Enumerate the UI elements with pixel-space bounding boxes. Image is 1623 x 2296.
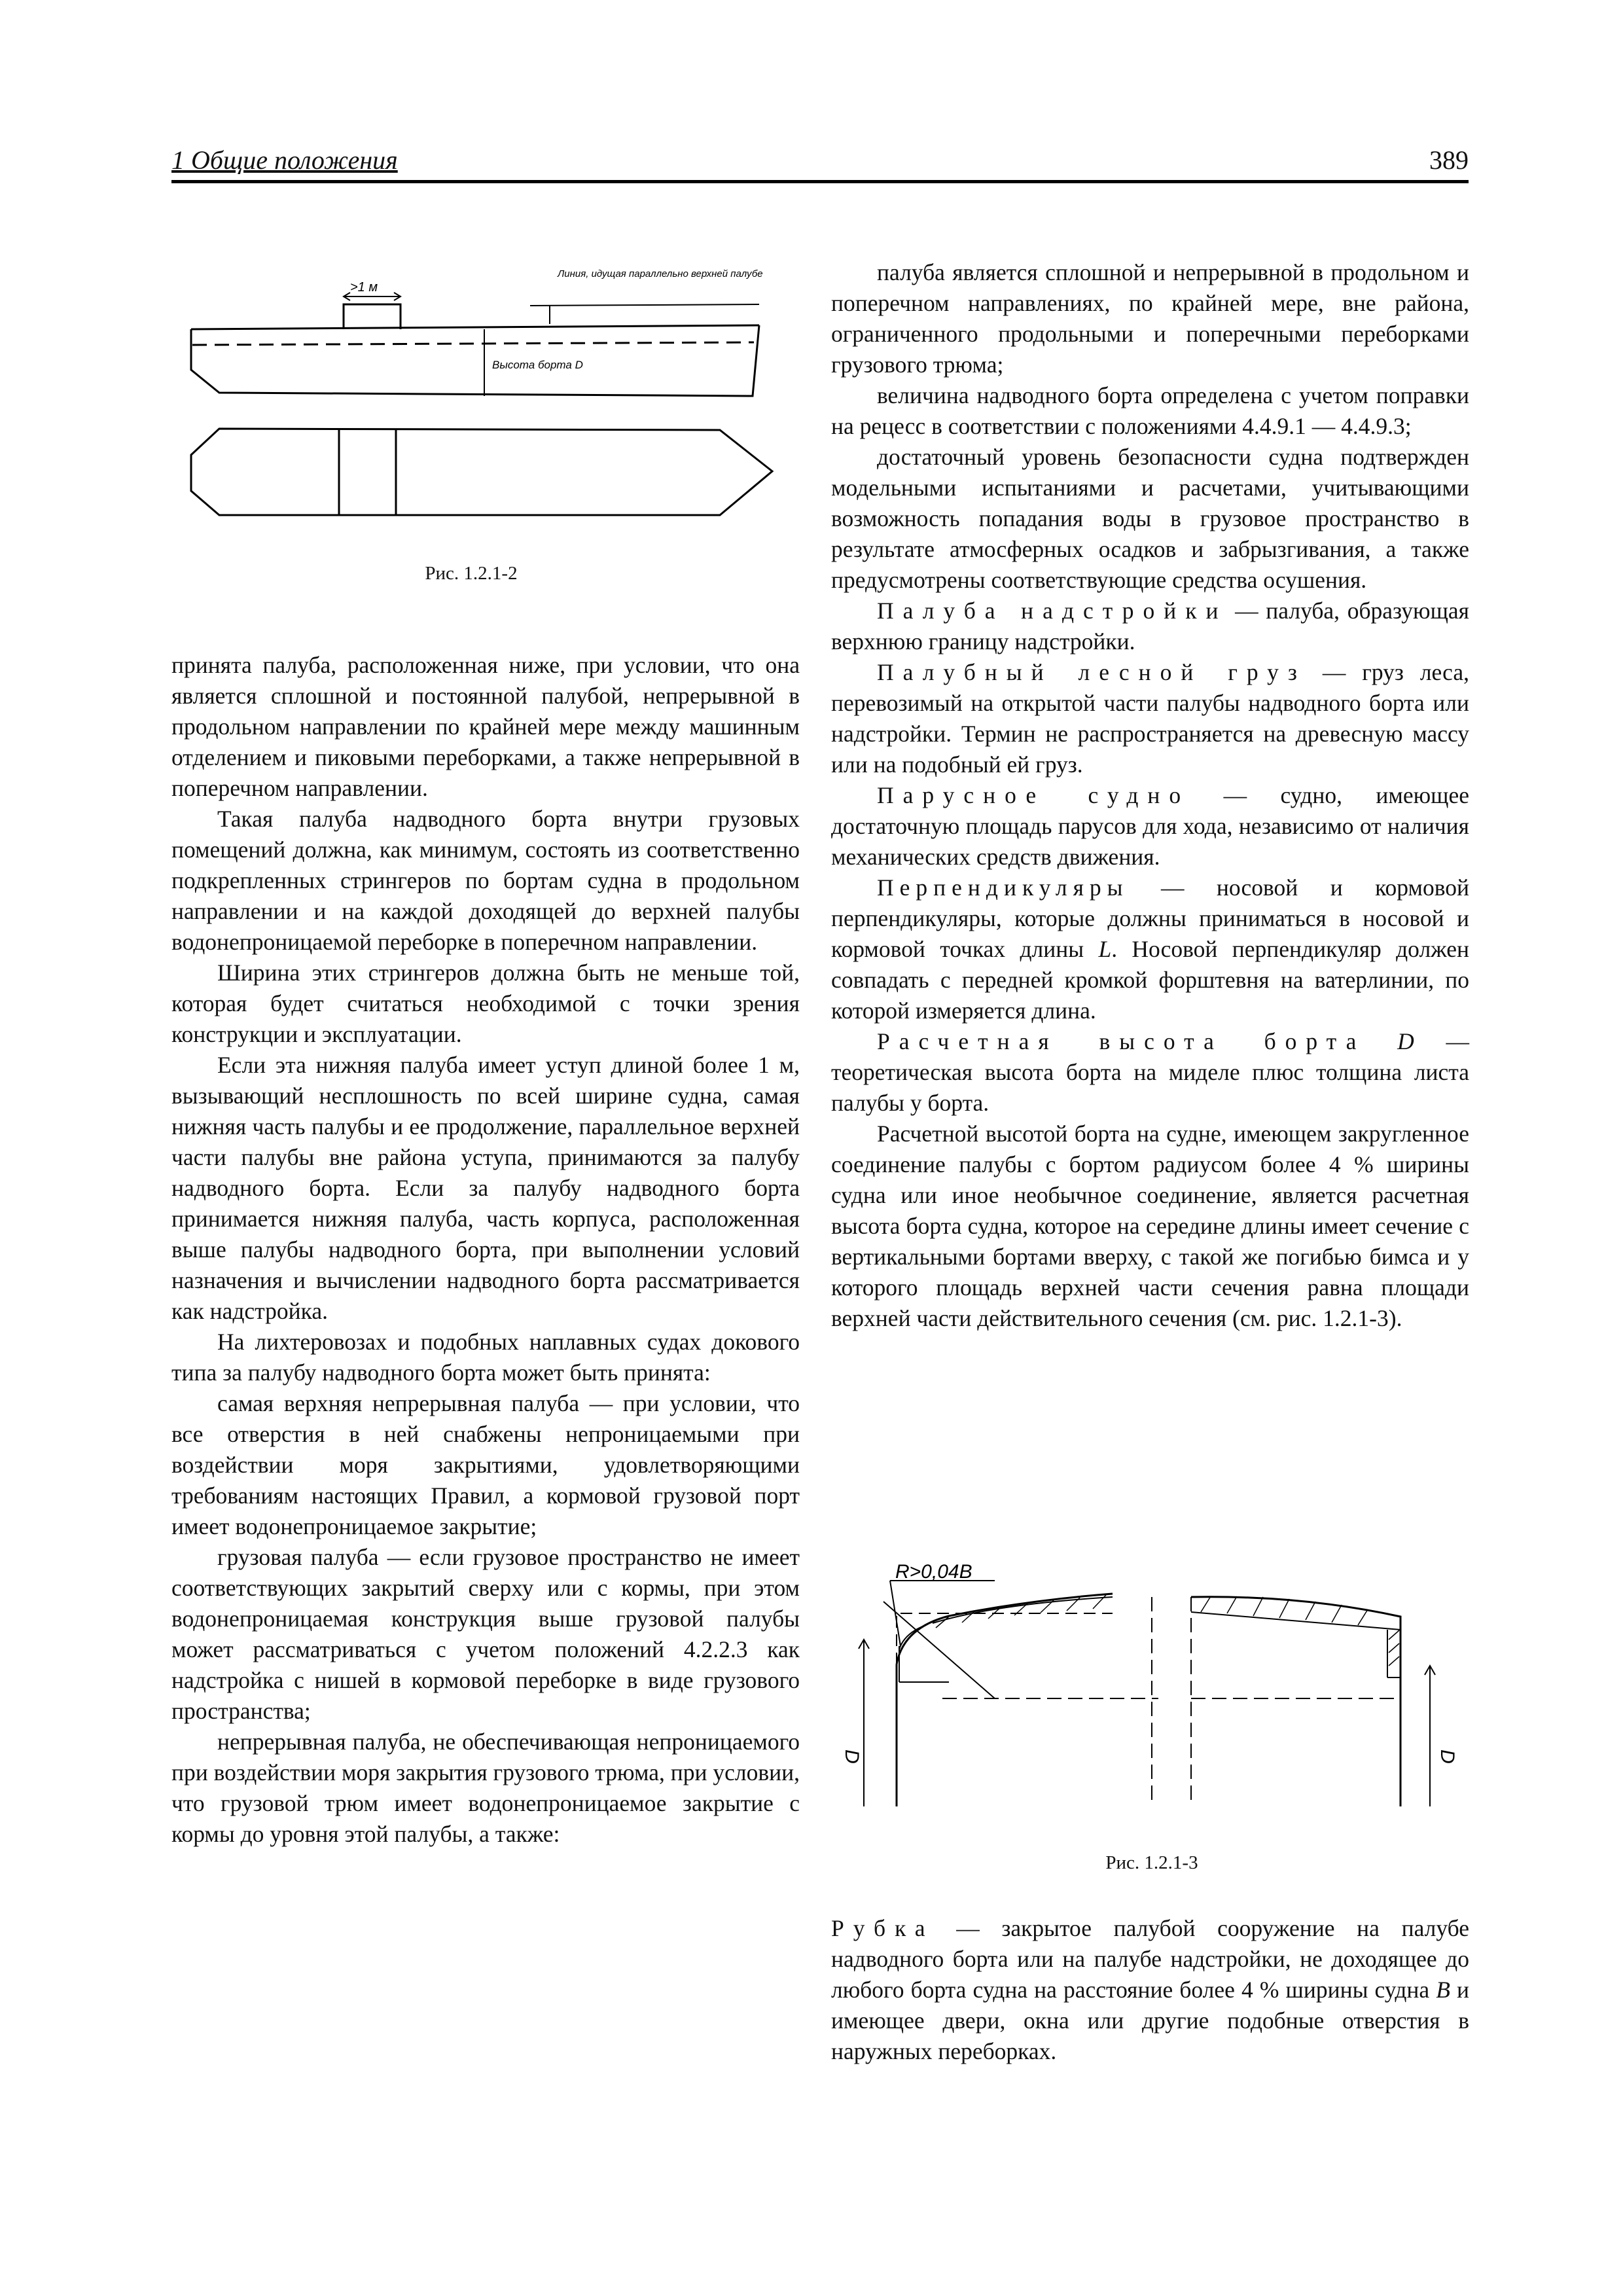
paragraph: Расчетной высотой борта на судне, имеющем закругленное соединение палубы с бортом радиусом более 4 % ширины судна или иное необычное соединение, является расчетная высота борта судна, которое на середине длины имеет сечение с вертикальными бортами вверху, с такой же погибью бимса и у которого площадь верхней части сечения равна площади верхней части действительного сечения (см. рис. 1.2.1-3). xyxy=(831,1121,1469,1331)
term: Палуба надстройки xyxy=(877,598,1228,624)
figure-gunwale-sections xyxy=(841,1561,1466,1816)
term: Расчетная высота борта xyxy=(877,1028,1366,1054)
depth-label-right: D xyxy=(1436,1749,1458,1764)
figure-1-caption: Рис. 1.2.1-2 xyxy=(425,563,518,584)
definition: — носовой и кормовой перпендикуляры, которые должны приниматься в носовой и кормовой точках длины xyxy=(831,874,1469,962)
page-header xyxy=(171,145,1469,179)
parallel-line-label: Линия, идущая параллельно верхней палубе xyxy=(558,268,763,279)
definition-cont: . Носовой перпендикуляр должен совпадать с передней кромкой форштевня на ватерлинии, по которой измеряется длина. xyxy=(831,936,1469,1024)
term-paragraph xyxy=(831,1026,1469,1119)
term-paragraph xyxy=(831,657,1469,780)
page-number: 389 xyxy=(1429,145,1469,175)
definition: — судно, имеющее достаточную площадь парусов для хода, независимо от наличия механических средств движения. xyxy=(831,782,1469,870)
paragraph: Такая палуба надводного борта внутри грузовых помещений должна, как минимум, состоять из соответственно подкрепленных стрингеров по бортам судна в продольном направлении и на каждой доходящей до верхней палубы водонепроницаемой переборке в поперечном направлении. xyxy=(171,806,800,955)
right-column-bottom xyxy=(831,1913,1469,2067)
paragraph: непрерывная палуба, не обеспечивающая непроницаемого при воздействии моря закрытия грузового трюма, при условии, что грузовой трюм имеет водонепроницаемое закрытие с кормы до уровня этой палубы, а также: xyxy=(171,1729,800,1847)
definition: — теоретическая высота борта на миделе плюс толщина листа палубы у борта. xyxy=(831,1028,1469,1116)
definition: — палуба, образующая верхнюю границу надстройки. xyxy=(831,598,1469,655)
left-column xyxy=(171,650,800,1850)
paragraph: принята палуба, расположенная ниже, при условии, что она является сплошной и постоянной палубой, непрерывной в продольном направлении по крайней мере между машинным отделением и пиковыми переборками, а также непрерывной в поперечном направлении. xyxy=(171,652,800,801)
term: Палубный лесной груз xyxy=(877,659,1306,685)
header-rule xyxy=(171,180,1469,183)
term-paragraph xyxy=(831,872,1469,1026)
term-paragraph xyxy=(831,1913,1469,2067)
figure-2-caption: Рис. 1.2.1-3 xyxy=(1105,1852,1198,1873)
depth-label-left: D xyxy=(841,1749,863,1764)
paragraph: Ширина этих стрингеров должна быть не меньше той, которая будет считаться необходимой с точки зрения конструкции и эксплуатации. xyxy=(171,960,800,1047)
symbol-B: B xyxy=(1436,1977,1450,2003)
definition-cont: и имеющее двери, окна или другие подобные отверстия в наружных переборках. xyxy=(831,1977,1470,2064)
depth-label: Высота борта D xyxy=(492,359,583,371)
paragraph: достаточный уровень безопасности судна подтвержден модельными испытаниями и расчетами, учитывающими возможность попадания воды в грузовое пространство в результате атмосферных осадков и забрызгивания, а также предусмотрены соответствующие средства осушения. xyxy=(831,444,1469,593)
term: Парусное судно xyxy=(877,782,1190,808)
right-column xyxy=(831,257,1469,1334)
paragraph: грузовая палуба — если грузовое пространство не имеет соответствующих закрытий сверху или с кормы, при этом водонепроницаемая конструкция выше грузовой палубы может рассматриваться с учетом положений 4.2.2.3 как надстройка с нишей в кормовой переборке в виде грузового пространства; xyxy=(171,1544,800,1724)
paragraph: самая верхняя непрерывная палуба — при условии, что все отверстия в ней снабжены непроницаемыми при воздействии моря закрытиями, удовлетворяющими требованиям настоящих Правил, а кормовой грузовой порт имеет водонепроницаемое закрытие; xyxy=(171,1390,800,1539)
definition: — закрытое палубой сооружение на палубе надводного борта или на палубе надстройки, не доходящее до любого борта судна на расстояние более 4 % ширины судна xyxy=(831,1915,1469,2003)
symbol-L: L xyxy=(1098,936,1112,962)
paragraph: Если эта нижняя палуба имеет уступ длиной более 1 м, вызывающий несплошность по всей ширине судна, самая нижняя часть палубы и ее продолжение, параллельное верхней части палубы вне района уступа, принимаются за палубу надводного борта. Если за палубу надводного борта принимается нижняя палуба, часть корпуса, расположенная выше палубы надводного борта, при выполнении условий назначения и вычислении надводного борта рассматривается как надстройка. xyxy=(171,1052,800,1324)
term-paragraph xyxy=(831,596,1469,657)
term: Рубка xyxy=(831,1915,935,1941)
symbol-D: D xyxy=(1365,1028,1414,1054)
paragraph: палуба является сплошной и непрерывной в продольном и поперечном направлениях, по крайней мере, вне района, ограниченного продольными и поперечными переборками грузового трюма; xyxy=(831,259,1469,378)
figure-hull-profile-plan xyxy=(183,259,805,566)
definition: — груз леса, перевозимый на открытой части палубы надводного борта или надстройки. Термин не распространяется на древесную массу или на подобный ей груз. xyxy=(831,659,1469,778)
term-paragraph xyxy=(831,780,1469,872)
term: Перпендикуляры xyxy=(877,874,1129,901)
section-title: 1 Общие положения xyxy=(171,145,398,175)
paragraph: величина надводного борта определена с учетом поправки на рецесс в соответствии с положениями 4.4.9.1 — 4.4.9.3; xyxy=(831,382,1469,439)
paragraph: На лихтеровозах и подобных наплавных судах докового типа за палубу надводного борта может быть принята: xyxy=(171,1329,800,1386)
step-length-label: >1 м xyxy=(350,280,378,295)
radius-label: R>0,04B xyxy=(895,1561,972,1583)
